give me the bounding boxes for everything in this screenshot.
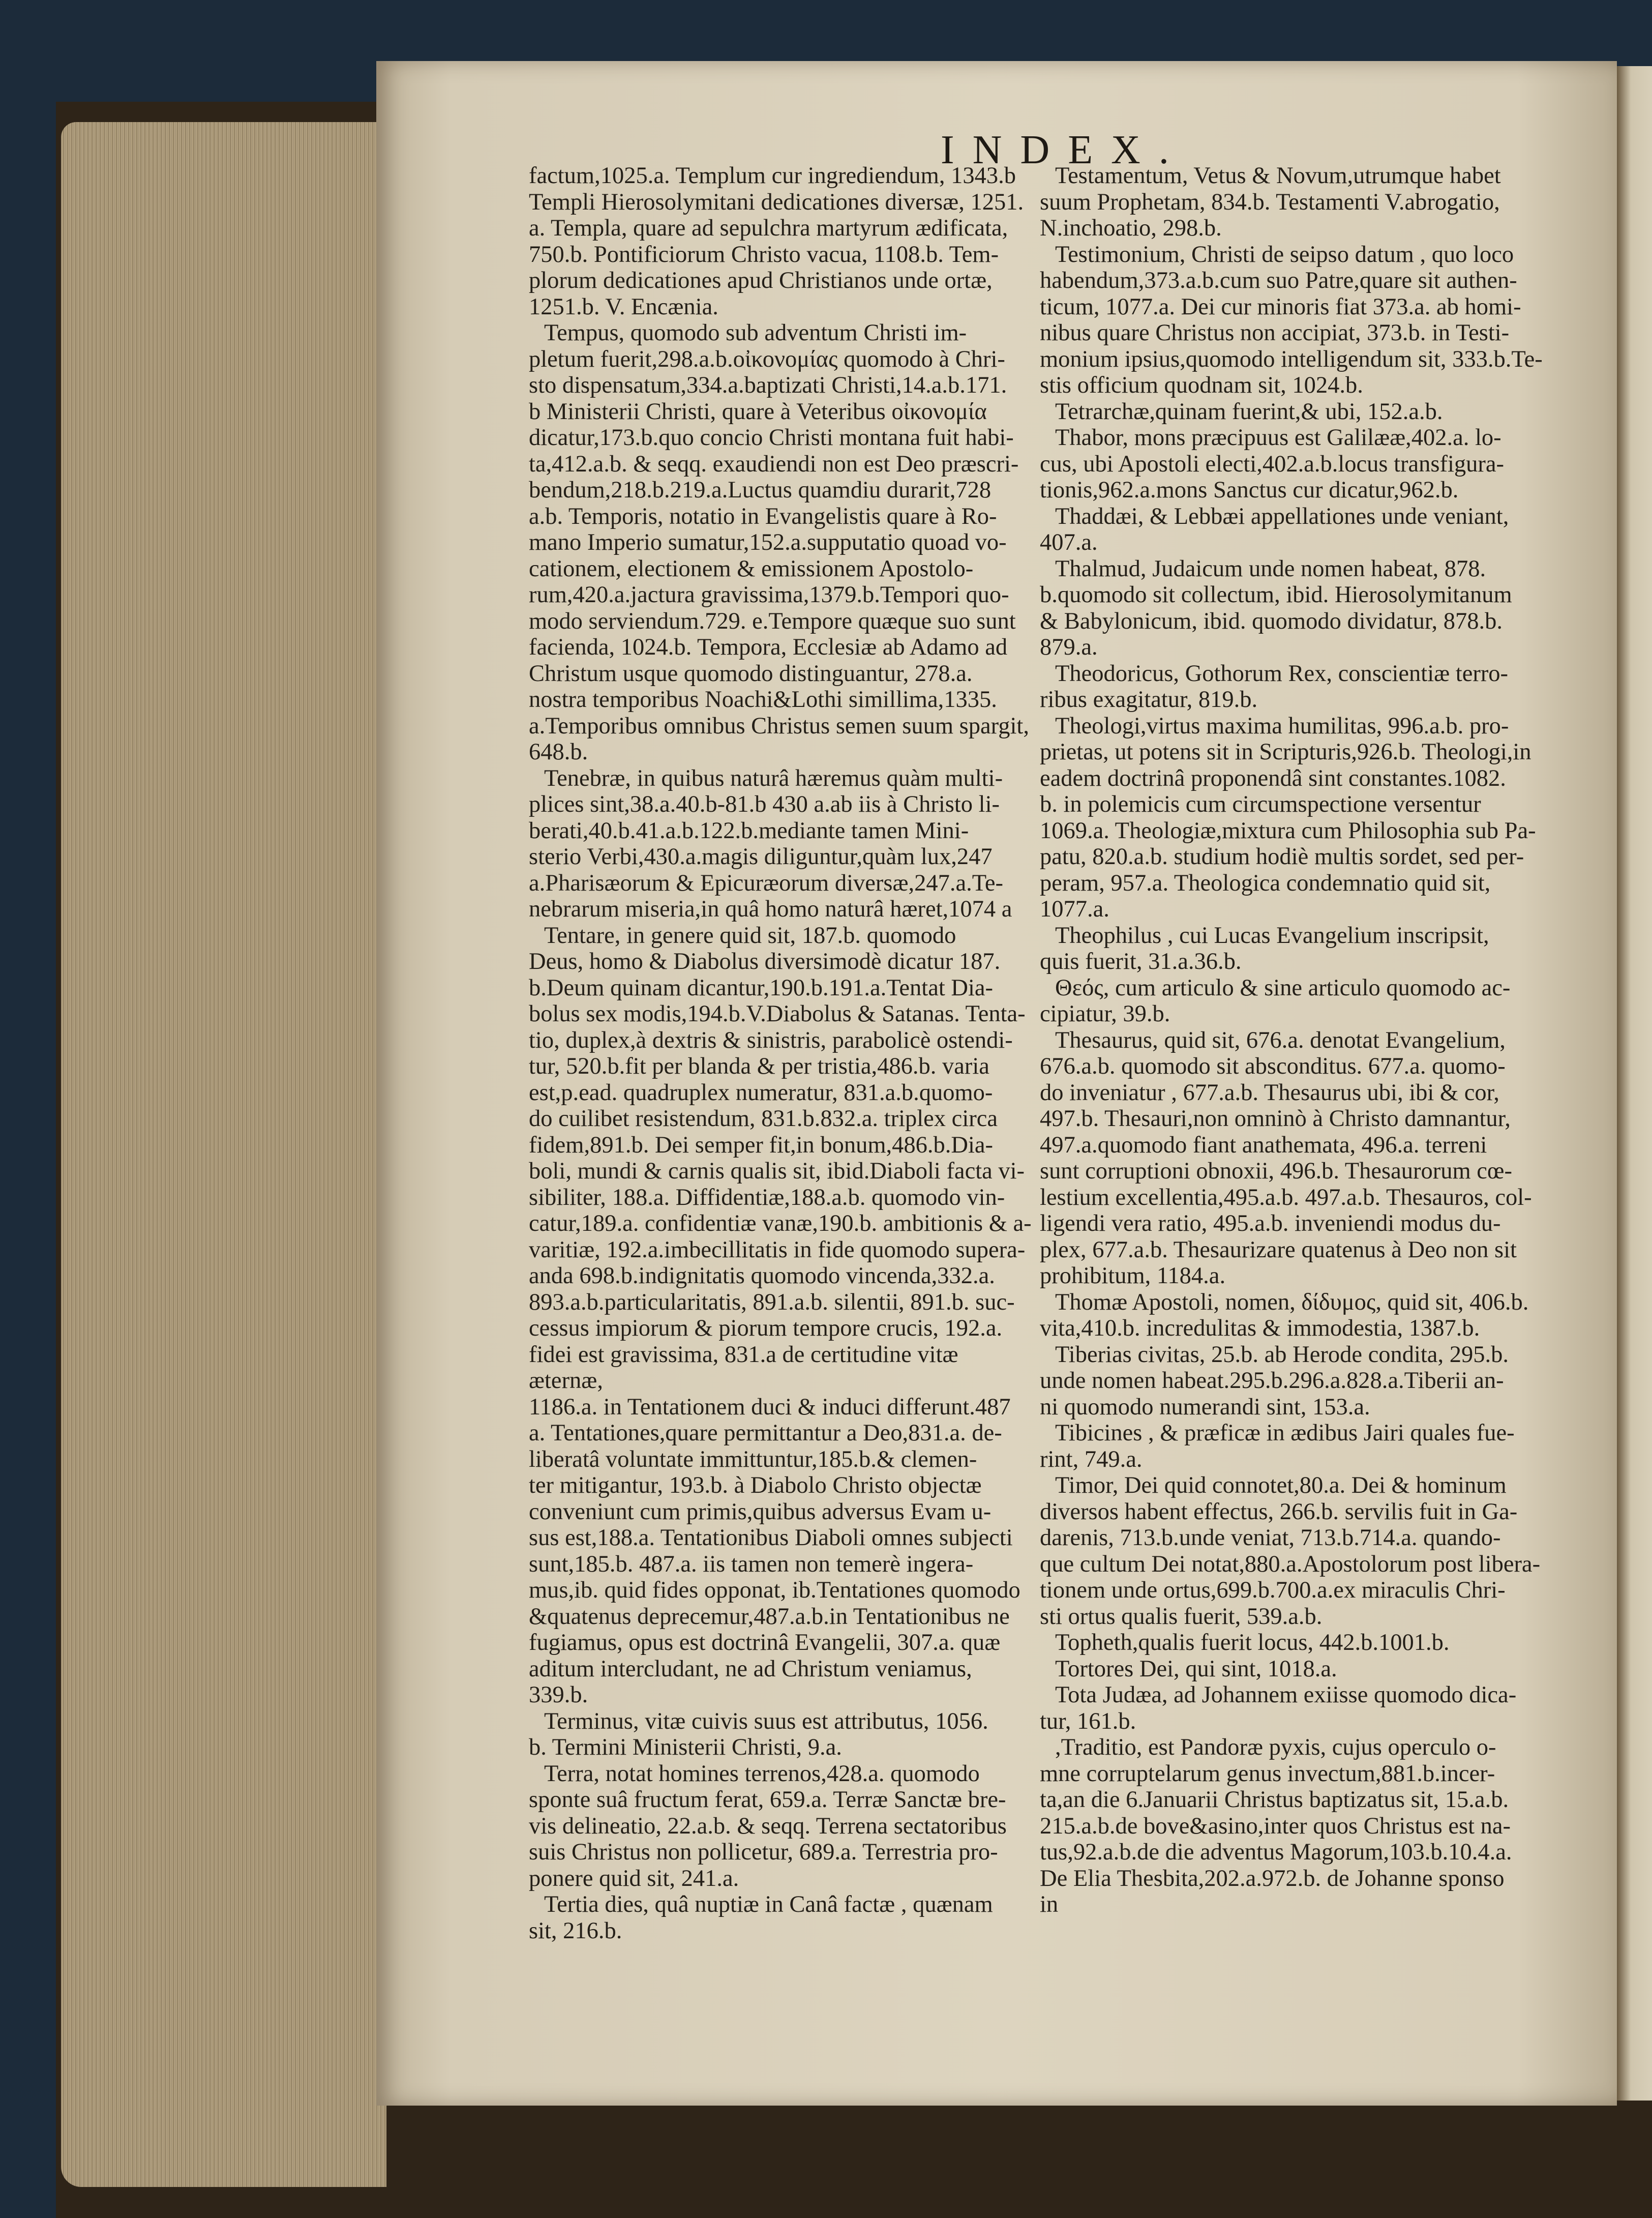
index-line: Timor, Dei quid connotet,80.a. Dei & hominum — [1055, 1472, 1507, 1498]
index-line: Topheth,qualis fuerit locus, 442.b.1001.b. — [1055, 1630, 1450, 1655]
index-line: cessus impiorum & piorum tempore crucis, 192.a. — [529, 1315, 1003, 1341]
index-line: que cultum Dei notat,880.a.Apostolorum post libera- — [1040, 1551, 1541, 1577]
index-line: Thaddæi, & Lebbæi appellationes unde veniant, — [1055, 503, 1509, 529]
index-line: Terminus, vitæ cuivis suus est attributus, 1056. — [544, 1708, 988, 1734]
index-line: sunt,185.b. 487.a. iis tamen non temerè ingera- — [529, 1551, 974, 1577]
index-line: a. Templa, quare ad sepulchra martyrum ædificata, — [529, 215, 1008, 241]
index-line: est,p.ead. quadruplex numeratur, 831.a.b.quomo- — [529, 1079, 993, 1106]
index-line: bendum,218.b.219.a.Luctus quamdiu durarit,728 — [529, 477, 992, 503]
index-line: unde nomen habeat.295.b.296.a.828.a.Tiberii an- — [1040, 1368, 1504, 1394]
index-line: monium ipsius,quomodo intelligendum sit, 333.b.Te- — [1040, 346, 1543, 372]
index-line: vis delineatio, 22.a.b. & seqq. Terrena sectatoribus — [529, 1813, 1007, 1839]
index-line: 1069.a. Theologiæ,mixtura cum Philosophia sub Pa- — [1040, 817, 1536, 844]
index-line: Terra, notat homines terrenos,428.a. quomodo — [544, 1760, 980, 1787]
index-line: ligendi vera ratio, 495.a.b. inveniendi modus du- — [1040, 1210, 1501, 1236]
index-line: b. in polemicis cum circumspectione versentur — [1040, 791, 1481, 817]
index-line: cipiatur, 39.b. — [1040, 1001, 1170, 1027]
index-line: prietas, ut potens sit in Scripturis,926.b. Theologi,in — [1040, 739, 1531, 765]
index-line: 1251.b. V. Encænia. — [529, 293, 718, 320]
index-line: Christum usque quomodo distinguantur, 278.a. — [529, 660, 973, 687]
index-line: Testimonium, Christi de seipso datum , quo loco — [1055, 241, 1514, 268]
index-line: Templi Hierosolymitani dedicationes diversæ, 1251. — [529, 189, 1024, 215]
index-line: habendum,373.a.b.cum suo Patre,quare sit authen- — [1040, 268, 1517, 293]
index-line: mano Imperio sumatur,152.a.supputatio quoad vo- — [529, 529, 1007, 555]
index-line: tionis,962.a.mons Sanctus cur dicatur,962.b. — [1040, 477, 1459, 503]
index-line: b Ministerii Christi, quare à Veteribus οἰκονομία — [529, 398, 987, 425]
index-line: sponte suâ fructum ferat, 659.a. Terræ Sanctæ bre- — [529, 1787, 1006, 1813]
index-line: sto dispensatum,334.a.baptizati Christi,14.a.b.171. — [529, 372, 1007, 398]
index-line: anda 698.b.indignitatis quomodo vincenda,332.a. — [529, 1263, 995, 1289]
right-column — [1040, 163, 1548, 1918]
index-line: Tortores Dei, qui sint, 1018.a. — [1055, 1655, 1337, 1682]
index-line: ni quomodo numerandi sint, 153.a. — [1040, 1394, 1370, 1420]
index-line: 750.b. Pontificiorum Christo vacua, 1108.b. Tem- — [529, 241, 999, 268]
index-line: a. Tentationes,quare permittantur a Deo,831.a. de- — [529, 1420, 1002, 1446]
index-line: mne corruptelarum genus invectum,881.b.incer- — [1040, 1760, 1495, 1787]
index-line: Testamentum, Vetus & Novum,utrumque habet — [1055, 163, 1501, 189]
index-line: do cuilibet resistendum, 831.b.832.a. triplex circa — [529, 1106, 998, 1132]
index-line: lestium excellentia,495.a.b. 497.a.b. Thesauros, col- — [1040, 1184, 1532, 1210]
index-line: sterio Verbi,430.a.magis diliguntur,quàm lux,247 — [529, 844, 993, 870]
index-line: vita,410.b. incredulitas & immodestia, 1387.b. — [1040, 1315, 1480, 1341]
index-line: Θεός, cum articulo & sine articulo quomodo ac- — [1055, 974, 1511, 1001]
facing-page-edge — [1617, 66, 1652, 2101]
index-line: Tempus, quomodo sub adventum Christi im- — [544, 320, 967, 346]
index-line: quis fuerit, 31.a.36.b. — [1040, 949, 1242, 974]
index-line: 879.a. — [1040, 634, 1098, 660]
index-line: Deus, homo & Diabolus diversimodè dicatur 187. — [529, 949, 1001, 974]
index-line: Thomæ Apostoli, nomen, δίδυμος, quid sit, 406.b. — [1055, 1289, 1529, 1315]
index-line: dicatur,173.b.quo concio Christi montana fuit habi- — [529, 425, 1014, 451]
index-line: tus,92.a.b.de die adventus Magorum,103.b.10.4.a. — [1040, 1839, 1512, 1865]
index-line: tur, 520.b.fit per blanda & per tristia,486.b. varia — [529, 1053, 989, 1079]
index-line: ta,an die 6.Januarii Christus baptizatus sit, 15.a.b. — [1040, 1787, 1509, 1813]
index-line: &quatenus deprecemur,487.a.b.in Tentationibus ne — [529, 1603, 1010, 1630]
index-line: aditum intercludant, ne ad Christum veniamus, — [529, 1655, 972, 1682]
index-line: 893.a.b.particularitatis, 891.a.b. silentii, 891.b. suc- — [529, 1289, 1015, 1315]
index-line: sit, 216.b. — [529, 1917, 622, 1944]
index-line: 497.a.quomodo fiant anathemata, 496.a. terreni — [1040, 1132, 1487, 1158]
index-line: fugiamus, opus est doctrinâ Evangelii, 307.a. quæ — [529, 1630, 1001, 1655]
index-line: do inveniatur , 677.a.b. Thesaurus ubi, ibi & cor, — [1040, 1079, 1499, 1106]
index-line: diversos habent effectus, 266.b. servilis fuit in Ga- — [1040, 1498, 1518, 1525]
index-line: facienda, 1024.b. Tempora, Ecclesiæ ab Adamo ad — [529, 634, 1008, 660]
index-line: 497.b. Thesauri,non omninò à Christo damnantur, — [1040, 1106, 1511, 1132]
index-line: suis Christus non pollicetur, 689.a. Terrestria pro- — [529, 1839, 998, 1865]
index-line: Tota Judæa, ad Johannem exiisse quomodo dica- — [1055, 1682, 1517, 1708]
index-line: plices sint,38.a.40.b-81.b 430 a.ab iis à Christo li- — [529, 791, 1000, 817]
index-line: catur,189.a. confidentiæ vanæ,190.b. ambitionis & a- — [529, 1210, 1032, 1236]
index-line: darenis, 713.b.unde veniat, 713.b.714.a. quando- — [1040, 1525, 1501, 1551]
left-column — [529, 163, 1037, 1944]
index-line: Tibicines , & præficæ in ædibus Jairi quales fue- — [1055, 1420, 1515, 1446]
index-line: modo serviendum.729. e.Tempore quæque suo sunt — [529, 608, 1016, 634]
index-line: berati,40.b.41.a.b.122.b.mediante tamen Mini- — [529, 817, 969, 844]
index-line: 339.b. — [529, 1682, 588, 1708]
index-line: pletum fuerit,298.a.b.οἰκονομίας quomodo à Chri- — [529, 346, 1005, 372]
index-line: factum,1025.a. Templum cur ingrediendum, 1343.b — [529, 163, 1016, 189]
index-line: Thalmud, Judaicum unde nomen habeat, 878. — [1055, 555, 1486, 582]
index-line: liberatâ voluntate immittuntur,185.b.& clemen- — [529, 1446, 977, 1472]
index-line: fidem,891.b. Dei semper fit,in bonum,486.b.Dia- — [529, 1132, 994, 1158]
index-line: patu, 820.a.b. studium hodiè multis sordet, sed per- — [1040, 844, 1524, 870]
index-line: De Elia Thesbita,202.a.972.b. de Johanne sponso — [1040, 1865, 1505, 1891]
index-line: ribus exagitatur, 819.b. — [1040, 687, 1258, 713]
index-line: tionem unde ortus,699.b.700.a.ex miraculis Chri- — [1040, 1577, 1506, 1603]
index-line: tur, 161.b. — [1040, 1708, 1136, 1734]
index-line: Theodoricus, Gothorum Rex, conscientiæ terro- — [1055, 660, 1509, 687]
index-line: sunt corruptioni obnoxii, 496.b. Thesaurorum cœ- — [1040, 1158, 1513, 1184]
index-line: 1077.a. — [1040, 896, 1109, 922]
index-line: a.Temporibus omnibus Christus semen suum spargit, — [529, 713, 1029, 739]
index-line: plex, 677.a.b. Thesaurizare quatenus à Deo non sit — [1040, 1236, 1517, 1263]
index-line: a.Pharisæorum & Epicuræorum diversæ,247.a.Te- — [529, 870, 1004, 896]
index-line: ticum, 1077.a. Dei cur minoris fiat 373.a. ab homi- — [1040, 293, 1521, 320]
index-line: peram, 957.a. Theologica condemnatio quid sit, — [1040, 870, 1491, 896]
index-line: 215.a.b.de bove&asino,inter quos Christus est na- — [1040, 1813, 1511, 1839]
index-line: Tentare, in genere quid sit, 187.b. quomodo — [544, 922, 956, 949]
index-line: in — [1040, 1891, 1059, 1917]
index-line: nostra temporibus Noachi&Lothi simillima,1335. — [529, 687, 997, 713]
index-line: Tetrarchæ,quinam fuerint,& ubi, 152.a.b. — [1055, 398, 1443, 425]
index-line: sus est,188.a. Tentationibus Diaboli omnes subjecti — [529, 1525, 1013, 1551]
index-line: Theologi,virtus maxima humilitas, 996.a.b. pro- — [1055, 713, 1509, 739]
index-line: boli, mundi & carnis qualis sit, ibid.Diaboli facta vi- — [529, 1158, 1025, 1184]
index-line: 1186.a. in Tentationem duci & induci differunt.487 — [529, 1394, 1011, 1420]
index-line: & Babylonicum, ibid. quomodo dividatur, 878.b. — [1040, 608, 1503, 634]
index-line: rum,420.a.jactura gravissima,1379.b.Tempori quo- — [529, 582, 1009, 608]
index-line: varitiæ, 192.a.imbecillitatis in fide quomodo supera- — [529, 1236, 1026, 1263]
index-line: sibiliter, 188.a. Diffidentiæ,188.a.b. quomodo vin- — [529, 1184, 1005, 1210]
index-line: Theophilus , cui Lucas Evangelium inscripsit, — [1055, 922, 1489, 949]
index-line: stis officium quodnam sit, 1024.b. — [1040, 372, 1363, 398]
index-line: cus, ubi Apostoli electi,402.a.b.locus transfigura- — [1040, 451, 1505, 477]
index-line: ,Traditio, est Pandoræ pyxis, cujus operculo o- — [1055, 1734, 1496, 1760]
index-line: plorum dedicationes apud Christianos unde ortæ, — [529, 268, 993, 293]
index-line: ta,412.a.b. & seqq. exaudiendi non est Deo præscri- — [529, 451, 1019, 477]
index-line: prohibitum, 1184.a. — [1040, 1263, 1226, 1289]
index-line: conveniunt cum primis,quibus adversus Evam u- — [529, 1498, 992, 1525]
index-line: Tertia dies, quâ nuptiæ in Canâ factæ , quænam — [544, 1891, 993, 1917]
index-line: Tenebræ, in quibus naturâ hæremus quàm multi- — [544, 765, 1003, 791]
index-line: N.inchoatio, 298.b. — [1040, 215, 1222, 241]
index-line: 676.a.b. quomodo sit absconditus. 677.a. quomo- — [1040, 1053, 1506, 1079]
index-line: tio, duplex,à dextris & sinistris, parabolicè ostendi- — [529, 1027, 1013, 1053]
index-line: cationem, electionem & emissionem Apostolo- — [529, 555, 974, 582]
index-line: b.quomodo sit collectum, ibid. Hierosolymitanum — [1040, 582, 1512, 608]
index-line: ponere quid sit, 241.a. — [529, 1865, 739, 1891]
index-line: 648.b. — [529, 739, 588, 765]
index-line: ter mitigantur, 193.b. à Diabolo Christo objectæ — [529, 1472, 982, 1498]
index-line: 407.a. — [1040, 529, 1098, 555]
index-line: b.Deum quinam dicantur,190.b.191.a.Tentat Dia- — [529, 974, 994, 1001]
index-line: suum Prophetam, 834.b. Testamenti V.abrogatio, — [1040, 189, 1500, 215]
index-line: Thesaurus, quid sit, 676.a. denotat Evangelium, — [1055, 1027, 1506, 1053]
index-line: nebrarum miseria,in quâ homo naturâ hæret,1074 a — [529, 896, 1012, 922]
index-line: bolus sex modis,194.b.V.Diabolus & Satanas. Tenta- — [529, 1001, 1026, 1027]
index-line: nibus quare Christus non accipiat, 373.b. in Testi- — [1040, 320, 1510, 346]
index-line: a.b. Temporis, notatio in Evangelistis quare à Ro- — [529, 503, 997, 529]
index-line: Tiberias civitas, 25.b. ab Herode condita, 295.b. — [1055, 1341, 1509, 1368]
page-edges — [61, 122, 386, 2187]
index-line: eadem doctrinâ proponendâ sint constantes.1082. — [1040, 765, 1506, 791]
page-header: INDEX. — [941, 128, 1187, 172]
index-line: mus,ib. quid fides opponat, ib.Tentationes quomodo — [529, 1577, 1020, 1603]
index-line: sti ortus qualis fuerit, 539.a.b. — [1040, 1603, 1323, 1630]
index-line: b. Termini Ministerii Christi, 9.a. — [529, 1734, 842, 1760]
index-line: rint, 749.a. — [1040, 1446, 1143, 1472]
index-line: fidei est gravissima, 831.a de certitudine vitæ æternæ, — [529, 1341, 958, 1394]
index-line: Thabor, mons præcipuus est Galilææ,402.a. lo- — [1055, 425, 1501, 451]
